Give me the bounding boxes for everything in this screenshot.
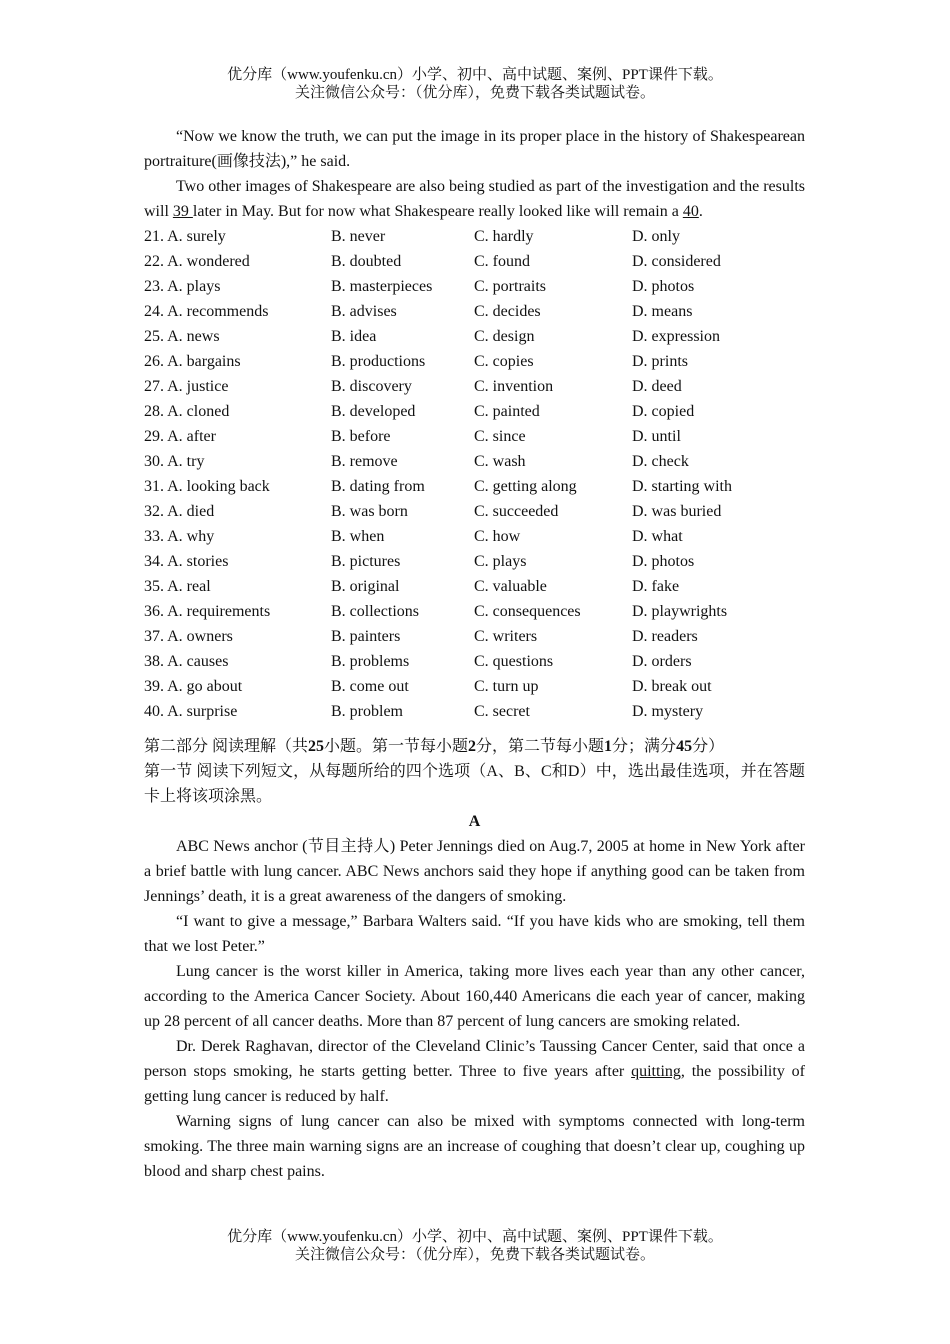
option-cell: D. break out bbox=[632, 678, 712, 695]
option-cell: 22. A. wondered bbox=[144, 253, 250, 270]
option-cell: 21. A. surely bbox=[144, 228, 226, 245]
option-cell: 28. A. cloned bbox=[144, 403, 230, 420]
option-cell: C. valuable bbox=[474, 578, 547, 595]
text-run: ) Peter Jennings died on Aug.7, 2005 at home in New York after a brief battle with lung cancer. ABC News anchors said they hope if anything good can be taken from Jennings’ death, it is a great awareness of the dangers of smoking. bbox=[144, 838, 805, 905]
option-cell: C. writers bbox=[474, 628, 538, 645]
option-row bbox=[144, 599, 805, 624]
option-cell: D. only bbox=[632, 228, 680, 245]
option-cell: C. design bbox=[474, 328, 535, 345]
option-row bbox=[144, 224, 805, 249]
option-cell: B. idea bbox=[331, 328, 377, 345]
option-cell: C. since bbox=[474, 428, 526, 445]
option-cell: 31. A. looking back bbox=[144, 478, 270, 495]
header-line-1: 优分库（www.youfenku.cn）小学、初中、高中试题、案例、PPT课件下载。 bbox=[227, 67, 723, 83]
option-cell: B. advises bbox=[331, 303, 397, 320]
option-cell: 33. A. why bbox=[144, 528, 215, 545]
option-cell: B. before bbox=[331, 428, 391, 445]
footer-line-1: 优分库（www.youfenku.cn）小学、初中、高中试题、案例、PPT课件下载。 bbox=[227, 1229, 723, 1245]
underlined-word: quitting bbox=[631, 1063, 681, 1080]
option-cell: 30. A. try bbox=[144, 453, 205, 470]
question-count: 25 bbox=[308, 738, 325, 755]
option-cell: B. dating from bbox=[331, 478, 425, 495]
option-cell: B. discovery bbox=[331, 378, 412, 395]
passage-paragraph: Warning signs of lung cancer can also be mixed with symptoms connected with long-term smoking. The three main warning signs are an increase of coughing that doesn’t clear up, coughing up blood and sharp chest pains. bbox=[144, 1113, 805, 1180]
option-row bbox=[144, 574, 805, 599]
section-title bbox=[144, 734, 805, 759]
option-cell: C. portraits bbox=[474, 278, 546, 295]
score-part1: 2 bbox=[468, 738, 477, 755]
text-run: . bbox=[698, 203, 703, 220]
option-cell: B. masterpieces bbox=[331, 278, 433, 295]
passage-label: A bbox=[468, 813, 481, 830]
option-cell: C. painted bbox=[474, 403, 540, 420]
option-cell: B. pictures bbox=[331, 553, 401, 570]
passage-paragraph bbox=[144, 174, 805, 224]
total-score: 45 bbox=[676, 738, 693, 755]
text-run: 分，第二节每小题 bbox=[476, 738, 605, 755]
option-cell: D. starting with bbox=[632, 478, 732, 495]
option-cell: 35. A. real bbox=[144, 578, 211, 595]
text-run: ABC News anchor ( bbox=[176, 838, 308, 855]
page-content bbox=[144, 124, 805, 1184]
option-cell: 36. A. requirements bbox=[144, 603, 271, 620]
text-run: 分；满分 bbox=[612, 738, 677, 755]
text-run: Two other images of Shakespeare are also being studied as part of the investigation and the results will bbox=[144, 178, 805, 220]
page-header bbox=[0, 66, 950, 102]
option-cell: 27. A. justice bbox=[144, 378, 229, 395]
option-cell: 23. A. plays bbox=[144, 278, 221, 295]
option-cell: D. prints bbox=[632, 353, 688, 370]
passage-paragraph: “I want to give a message,” Barbara Walters said. “If you have kids who are smoking, tell them that we lost Peter.” bbox=[144, 913, 805, 955]
option-cell: D. orders bbox=[632, 653, 692, 670]
options-table bbox=[144, 224, 805, 724]
option-cell: D. readers bbox=[632, 628, 698, 645]
text-run: later in May. But for now what Shakespeare really looked like will remain a bbox=[192, 203, 683, 220]
option-row bbox=[144, 499, 805, 524]
option-row bbox=[144, 299, 805, 324]
option-cell: C. wash bbox=[474, 453, 526, 470]
option-cell: B. was born bbox=[331, 503, 408, 520]
option-cell: D. expression bbox=[632, 328, 720, 345]
text-run: 节目主持人 bbox=[307, 838, 390, 855]
option-cell: C. found bbox=[474, 253, 530, 270]
option-row bbox=[144, 524, 805, 549]
option-cell: D. what bbox=[632, 528, 683, 545]
option-cell: C. copies bbox=[474, 353, 534, 370]
option-cell: D. photos bbox=[632, 553, 695, 570]
option-cell: D. considered bbox=[632, 253, 721, 270]
option-row bbox=[144, 399, 805, 424]
option-cell: B. problems bbox=[331, 653, 410, 670]
option-cell: C. how bbox=[474, 528, 521, 545]
option-cell: B. doubted bbox=[331, 253, 402, 270]
passage-paragraph bbox=[144, 1034, 805, 1109]
option-cell: 32. A. died bbox=[144, 503, 215, 520]
option-row bbox=[144, 374, 805, 399]
option-cell: D. means bbox=[632, 303, 693, 320]
option-cell: C. turn up bbox=[474, 678, 539, 695]
option-cell: 29. A. after bbox=[144, 428, 216, 445]
option-row bbox=[144, 624, 805, 649]
option-cell: D. fake bbox=[632, 578, 680, 595]
option-row bbox=[144, 474, 805, 499]
option-cell: D. check bbox=[632, 453, 689, 470]
option-row bbox=[144, 349, 805, 374]
option-cell: C. succeeded bbox=[474, 503, 559, 520]
option-cell: C. getting along bbox=[474, 478, 577, 495]
option-cell: B. original bbox=[331, 578, 400, 595]
option-cell: 25. A. news bbox=[144, 328, 220, 345]
header-line-2: 关注微信公众号：（优分库），免费下载各类试题试卷。 bbox=[294, 85, 655, 101]
option-cell: 26. A. bargains bbox=[144, 353, 241, 370]
option-cell: C. secret bbox=[474, 703, 530, 720]
option-cell: D. until bbox=[632, 428, 681, 445]
option-cell: B. remove bbox=[331, 453, 398, 470]
option-cell: B. painters bbox=[331, 628, 401, 645]
option-row bbox=[144, 449, 805, 474]
text-run: Dr. Derek Raghavan, director of the Cleveland Clinic’s Taussing Cancer Center, said that once a person stops smoking, he starts getting better. Three to five years after bbox=[144, 1038, 805, 1080]
option-cell: 38. A. causes bbox=[144, 653, 229, 670]
option-cell: B. when bbox=[331, 528, 385, 545]
page-footer bbox=[0, 1228, 950, 1264]
option-cell: B. productions bbox=[331, 353, 426, 370]
option-cell: C. consequences bbox=[474, 603, 581, 620]
option-cell: D. playwrights bbox=[632, 603, 728, 620]
option-cell: C. questions bbox=[474, 653, 554, 670]
option-cell: 40. A. surprise bbox=[144, 703, 238, 720]
option-row bbox=[144, 249, 805, 274]
option-cell: D. mystery bbox=[632, 703, 704, 720]
option-cell: 34. A. stories bbox=[144, 553, 229, 570]
section-instruction: 第一节 阅读下列短文，从每题所给的四个选项（A、B、C和D）中，选出最佳选项，并在答题卡上将该项涂黑。 bbox=[144, 763, 805, 805]
option-row bbox=[144, 274, 805, 299]
option-row bbox=[144, 674, 805, 699]
option-row bbox=[144, 324, 805, 349]
option-cell: D. copied bbox=[632, 403, 695, 420]
option-cell: C. invention bbox=[474, 378, 554, 395]
passage-paragraph bbox=[144, 834, 805, 909]
option-cell: C. plays bbox=[474, 553, 527, 570]
option-cell: B. collections bbox=[331, 603, 419, 620]
option-cell: B. come out bbox=[331, 678, 409, 695]
text-run: 小题。第一节每小题 bbox=[324, 738, 469, 755]
score-part2: 1 bbox=[604, 738, 613, 755]
option-cell: 24. A. recommends bbox=[144, 303, 269, 320]
footer-line-2: 关注微信公众号：（优分库），免费下载各类试题试卷。 bbox=[294, 1247, 655, 1263]
option-cell: C. decides bbox=[474, 303, 541, 320]
passage-paragraph: “Now we know the truth, we can put the image in its proper place in the history of Shakespearean portraiture(画像技法),” he said. bbox=[144, 128, 805, 170]
option-row bbox=[144, 424, 805, 449]
option-cell: B. never bbox=[331, 228, 386, 245]
option-row bbox=[144, 699, 805, 724]
text-run: 分） bbox=[692, 738, 725, 755]
text-run: 第二部分 阅读理解（共 bbox=[144, 738, 309, 755]
option-cell: B. problem bbox=[331, 703, 403, 720]
option-cell: 37. A. owners bbox=[144, 628, 233, 645]
option-cell: D. deed bbox=[632, 378, 682, 395]
option-row bbox=[144, 549, 805, 574]
blank-39: 39 bbox=[172, 203, 193, 220]
blank-40: 40 bbox=[682, 203, 699, 220]
text-run: , the possibility of getting lung cancer is reduced by half. bbox=[144, 1063, 805, 1105]
option-row bbox=[144, 649, 805, 674]
option-cell: 39. A. go about bbox=[144, 678, 243, 695]
option-cell: D. was buried bbox=[632, 503, 722, 520]
passage-paragraph: Lung cancer is the worst killer in America, taking more lives each year than any other cancer, according to the America Cancer Society. About 160,440 Americans die each year of cancer, making up 28 percent of all cancer deaths. More than 87 percent of lung cancers are smoking related. bbox=[144, 963, 805, 1030]
option-cell: C. hardly bbox=[474, 228, 534, 245]
option-cell: B. developed bbox=[331, 403, 416, 420]
option-cell: D. photos bbox=[632, 278, 695, 295]
